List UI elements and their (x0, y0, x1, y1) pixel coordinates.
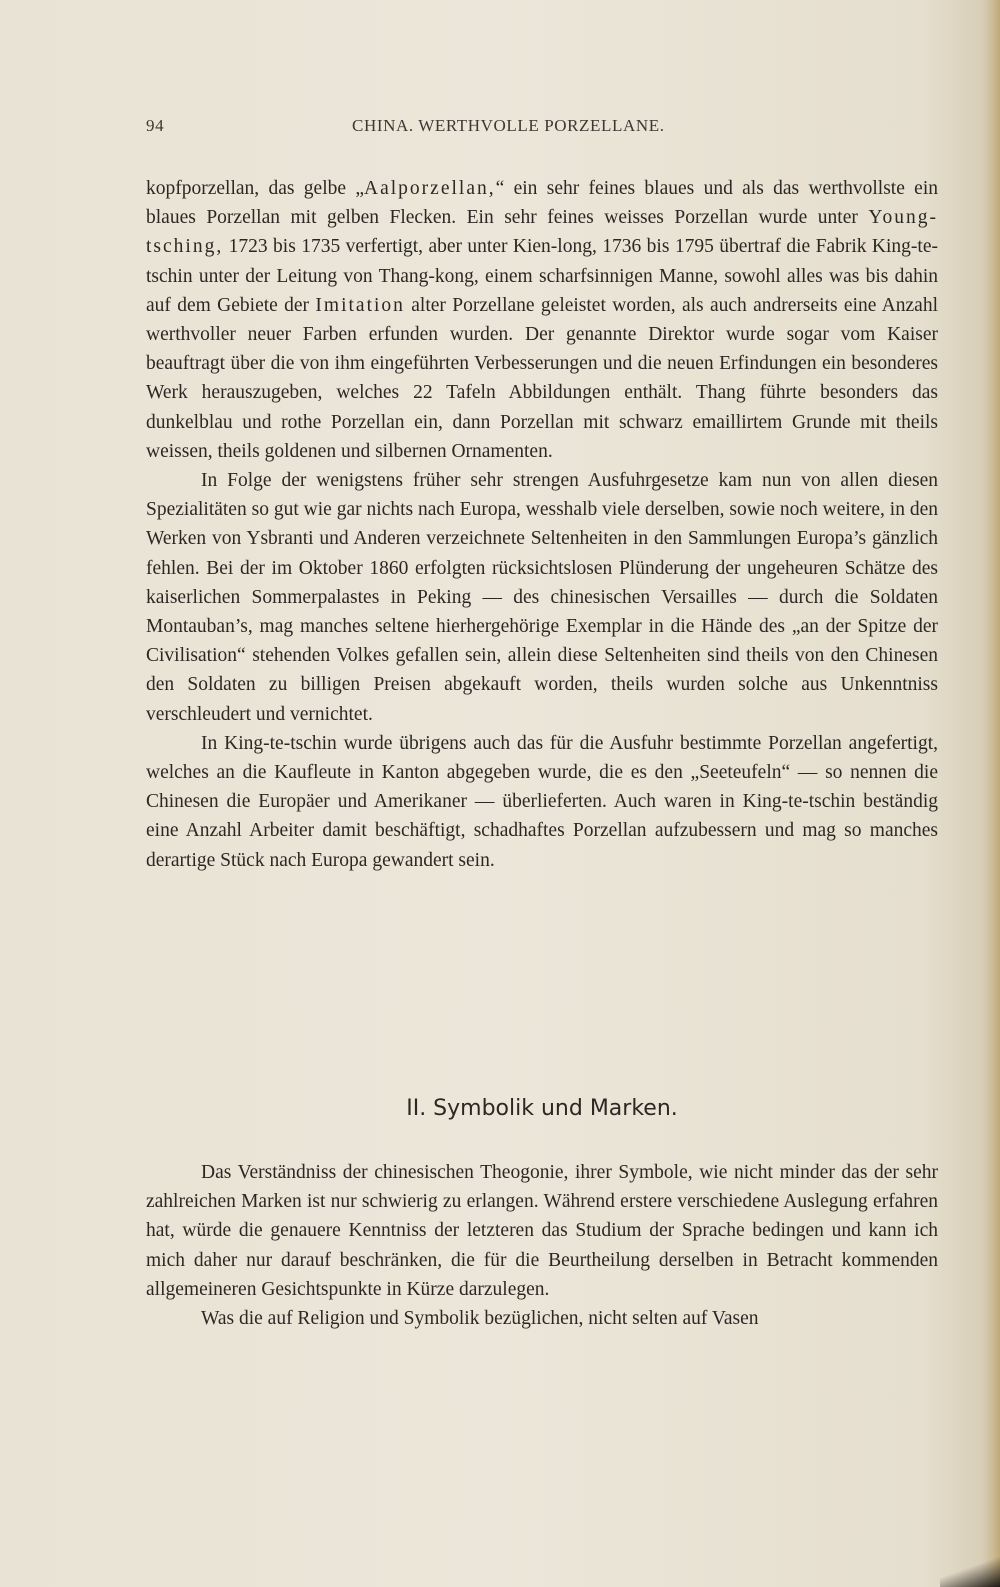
page-edge-shadow (986, 0, 1000, 1587)
emphasis-spaced: Young-tsching, (146, 207, 938, 258)
emphasis-spaced: Aalporzellan, (364, 178, 496, 199)
page-number: 94 (146, 116, 165, 135)
running-header (146, 116, 936, 142)
section-paragraph-1: Das Verständniss der chinesischen Theogonie, ihrer Symbole, wie nicht minder das der sehr zahlreichen Marken ist nur schwierig zu erlangen. Während erstere verschiedene Auslegung erfahren hat, würde die genauere Kenntniss der letzteren das Studium der Sprache bedingen und kann ich mich daher nur darauf beschränken, die für die Beurtheilung derselben in Betracht kommenden allgemeineren Gesichtspunkte in Kürze darzulegen. (146, 1162, 938, 1300)
paragraph-2: In Folge der wenigstens früher sehr strengen Ausfuhrgesetze kam nun von allen diesen Spezialitäten so gut wie gar nichts nach Europa, wesshalb viele derselben, sowie noch weitere, in den Werken von Ysbranti und Anderen verzeichnete Seltenheiten in den Sammlungen Europa’s gänzlich fehlen. Bei der im Oktober 1860 erfolgten rücksichtslosen Plünderung der ungeheuren Schätze des kaiserlichen Sommerpalastes in Peking — des chinesischen Versailles — durch die Soldaten Montauban’s, mag manches seltene hierhergehörige Exemplar in die Hände des „an der Spitze der Civilisation“ stehenden Volkes gefallen sein, allein diese Seltenheiten sind theils von den Chinesen den Soldaten zu billigen Preisen abgekauft worden, theils wurden solche aus Unkenntniss verschleudert und vernichtet. (146, 470, 938, 725)
section-heading: II. Symbolik und Marken. (406, 1096, 678, 1121)
running-title: CHINA. WERTHVOLLE PORZELLANE. (352, 116, 665, 135)
section-text (146, 1158, 938, 1333)
paragraph-1: kopfporzellan, das gelbe „Aalporzellan,“ ein sehr feines blaues und als das werthvollste ein blaues Porzellan mit gelben Flecken. Ein sehr feines weisses Porzellan wurde unter Young-tsching, 1723 bis 1735 verfertigt, aber unter Kien-long, 1736 bis 1795 übertraf die Fabrik King-te-tschin unter der Leitung von Thang-kong, einem scharfsinnigen Manne, sowohl alles was bis dahin auf dem Gebiete der Imitation alter Porzellane geleistet worden, als auch andrerseits eine Anzahl werthvoller neuer Farben erfunden wurden. Der genannte Direktor wurde sogar vom Kaiser beauftragt über die von ihm eingeführten Verbesserungen und die neuen Erfindungen ein besonderes Werk herauszugeben, welches 22 Tafeln Abbildungen enthält. Thang führte besonders das dunkelblau und rothe Porzellan ein, dann Porzellan mit schwarz emaillirtem Grunde mit theils weissen, theils goldenen und silbernen Ornamenten. (146, 178, 939, 462)
body-text (146, 174, 938, 875)
emphasis-spaced: Imitation (315, 294, 405, 316)
section-paragraph-2: Was die auf Religion und Symbolik bezüglichen, nicht selten auf Vasen (201, 1308, 759, 1330)
paragraph-3: In King-te-tschin wurde übrigens auch das für die Ausfuhr bestimmte Porzellan angefertigt, welches an die Kaufleute in Kanton abgegeben wurde, die es den „Seeteufeln“ — so nennen die Chinesen die Europäer und Amerikaner — überlieferten. Auch waren in King-te-tschin beständig eine Anzahl Arbeiter damit beschäftigt, schadhaftes Porzellan aufzubessern und mag so manches derartige Stück nach Europa gewandert sein. (146, 732, 938, 871)
page-corner-shadow (940, 1557, 1000, 1587)
